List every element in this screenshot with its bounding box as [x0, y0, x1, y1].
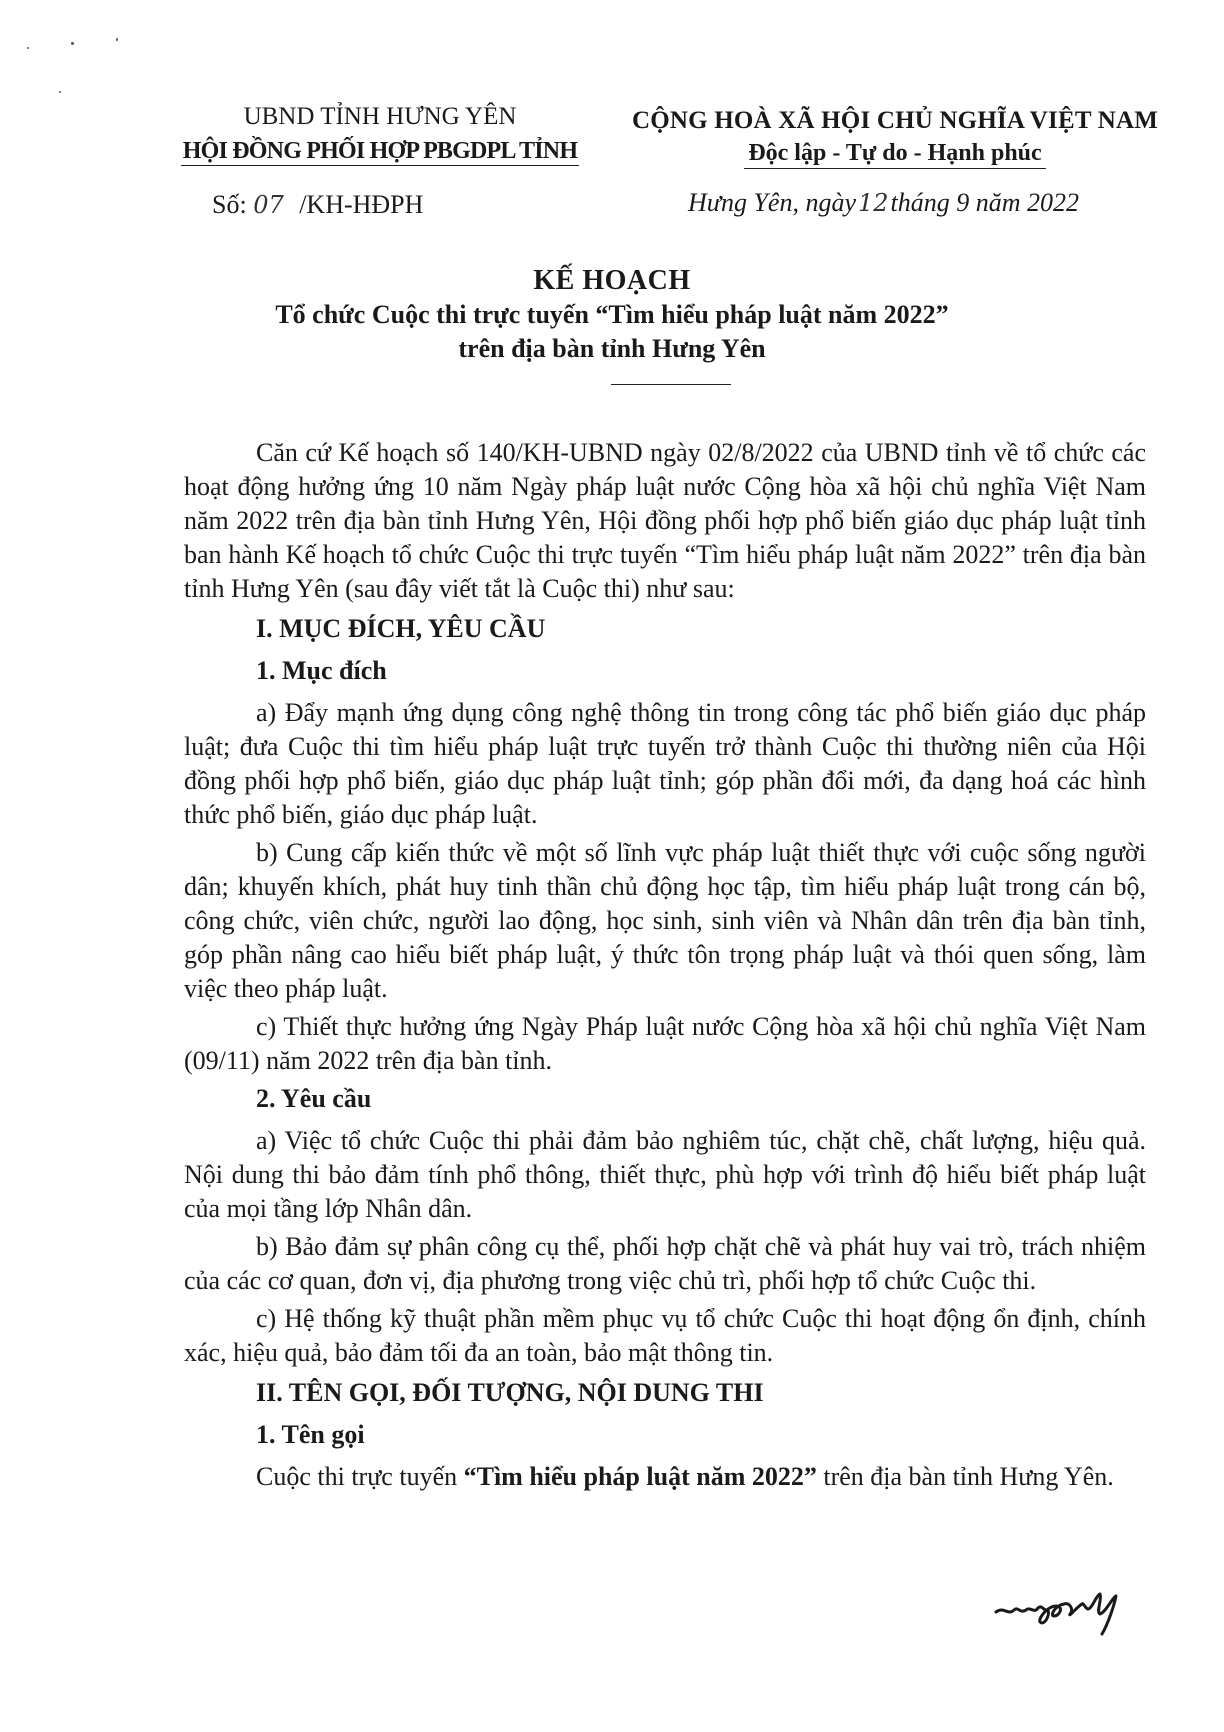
subsection-2-heading: 2. Yêu cầu	[256, 1084, 372, 1113]
number-prefix: Số:	[212, 190, 247, 219]
date-day: 12	[858, 189, 889, 217]
document-date	[688, 188, 1079, 218]
subsection-1-heading: 1. Mục đích	[256, 656, 387, 685]
agency-name: UBND TỈNH HƯNG YÊN	[243, 103, 517, 130]
council-name	[165, 134, 595, 168]
requirement-item-a: a) Việc tổ chức Cuộc thi phải đảm bảo nghiêm túc, chặt chẽ, chất lượng, hiệu quả. Nội dung thi bảo đảm tính phổ thông, thiết thực, phù hợp với trình độ hiểu biết pháp luật của mọi tầng lớp Nhân dân.	[184, 1126, 1146, 1223]
scan-speck	[59, 91, 61, 93]
title-divider	[611, 384, 731, 385]
number-suffix: /KH-HĐPH	[299, 190, 424, 219]
section-1-heading: I. MỤC ĐÍCH, YÊU CẦU	[256, 614, 546, 643]
contest-name-bold: “Tìm hiểu pháp luật năm 2022”	[463, 1462, 817, 1491]
date-prefix: Hưng Yên, ngày	[688, 188, 856, 217]
scan-speck	[27, 47, 29, 49]
section-2-subsection-1-heading: 1. Tên gọi	[256, 1420, 365, 1449]
intro-paragraph: Căn cứ Kế hoạch số 140/KH-UBND ngày 02/8/2022 của UBND tỉnh về tổ chức các hoạt động hưởng ứng 10 năm Ngày pháp luật nước Cộng hòa xã hội chủ nghĩa Việt Nam năm 2022 trên địa bàn tỉnh Hưng Yên, Hội đồng phối hợp phổ biến giáo dục pháp luật tỉnh ban hành Kế hoạch tổ chức Cuộc thi trực tuyến “Tìm hiểu pháp luật năm 2022” trên địa bàn tỉnh Hưng Yên (sau đây viết tắt là Cuộc thi) như sau:	[184, 438, 1146, 603]
scan-speck	[71, 42, 74, 45]
section-2-heading: II. TÊN GỌI, ĐỐI TƯỢNG, NỘI DUNG THI	[256, 1378, 764, 1407]
contest-name-paragraph	[184, 1460, 1146, 1494]
motto: Độc lập - Tự do - Hạnh phúc	[744, 138, 1045, 169]
council-name-text: HỘI ĐỒNG PHỐI HỢP PBGDPL TỈNH	[182, 138, 578, 164]
requirement-item-b: b) Bảo đảm sự phân công cụ thể, phối hợp chặt chẽ và phát huy vai trò, trách nhiệm của các cơ quan, đơn vị, địa phương trong việc chủ trì, phối hợp tổ chức Cuộc thi.	[184, 1232, 1146, 1295]
document-title	[0, 264, 1224, 366]
document-number	[212, 190, 423, 220]
scan-speck	[116, 38, 118, 41]
republic-name: CỘNG HOÀ XÃ HỘI CHỦ NGHĨA VIỆT NAM	[631, 107, 1159, 134]
title-line-1: Tổ chức Cuộc thi trực tuyến “Tìm hiểu pháp luật năm 2022”	[275, 300, 949, 329]
purpose-item-c: c) Thiết thực hưởng ứng Ngày Pháp luật nước Cộng hòa xã hội chủ nghĩa Việt Nam (09/11) năm 2022 trên địa bàn tỉnh.	[184, 1012, 1146, 1075]
contest-name-post: trên địa bàn tỉnh Hưng Yên.	[816, 1462, 1114, 1491]
purpose-item-b: b) Cung cấp kiến thức về một số lĩnh vực pháp luật thiết thực với cuộc sống người dân; khuyến khích, phát huy tinh thần chủ động học tập, tìm hiểu pháp luật trong cán bộ, công chức, viên chức, người lao động, học sinh, sinh viên và Nhân dân trên địa bàn tỉnh, góp phần nâng cao hiểu biết pháp luật, ý thức tôn trọng pháp luật và thói quen sống, làm việc theo pháp luật.	[184, 838, 1146, 1003]
document-body	[184, 436, 1146, 1498]
purpose-item-a: a) Đẩy mạnh ứng dụng công nghệ thông tin trong công tác phổ biến giáo dục pháp luật; đưa Cuộc thi tìm hiểu pháp luật trực tuyến trở thành Cuộc thi thường niên của Hội đồng phối hợp phổ biến, giáo dục pháp luật tỉnh; góp phần đổi mới, đa dạng hoá các hình thức phổ biến, giáo dục pháp luật.	[184, 698, 1146, 829]
national-motto-block	[595, 104, 1195, 173]
requirement-item-c: c) Hệ thống kỹ thuật phần mềm phục vụ tổ chức Cuộc thi hoạt động ổn định, chính xác, hiệu quả, bảo đảm tối đa an toàn, bảo mật thông tin.	[184, 1304, 1146, 1367]
issuing-agency-block	[165, 100, 595, 168]
number-value: 07	[253, 191, 284, 219]
title-line-2: trên địa bàn tỉnh Hưng Yên	[458, 334, 766, 363]
document-type: KẾ HOẠCH	[533, 265, 691, 296]
contest-name-pre: Cuộc thi trực tuyến	[256, 1462, 464, 1491]
date-suffix: tháng 9 năm 2022	[890, 188, 1080, 217]
initials-signature	[990, 1576, 1150, 1636]
